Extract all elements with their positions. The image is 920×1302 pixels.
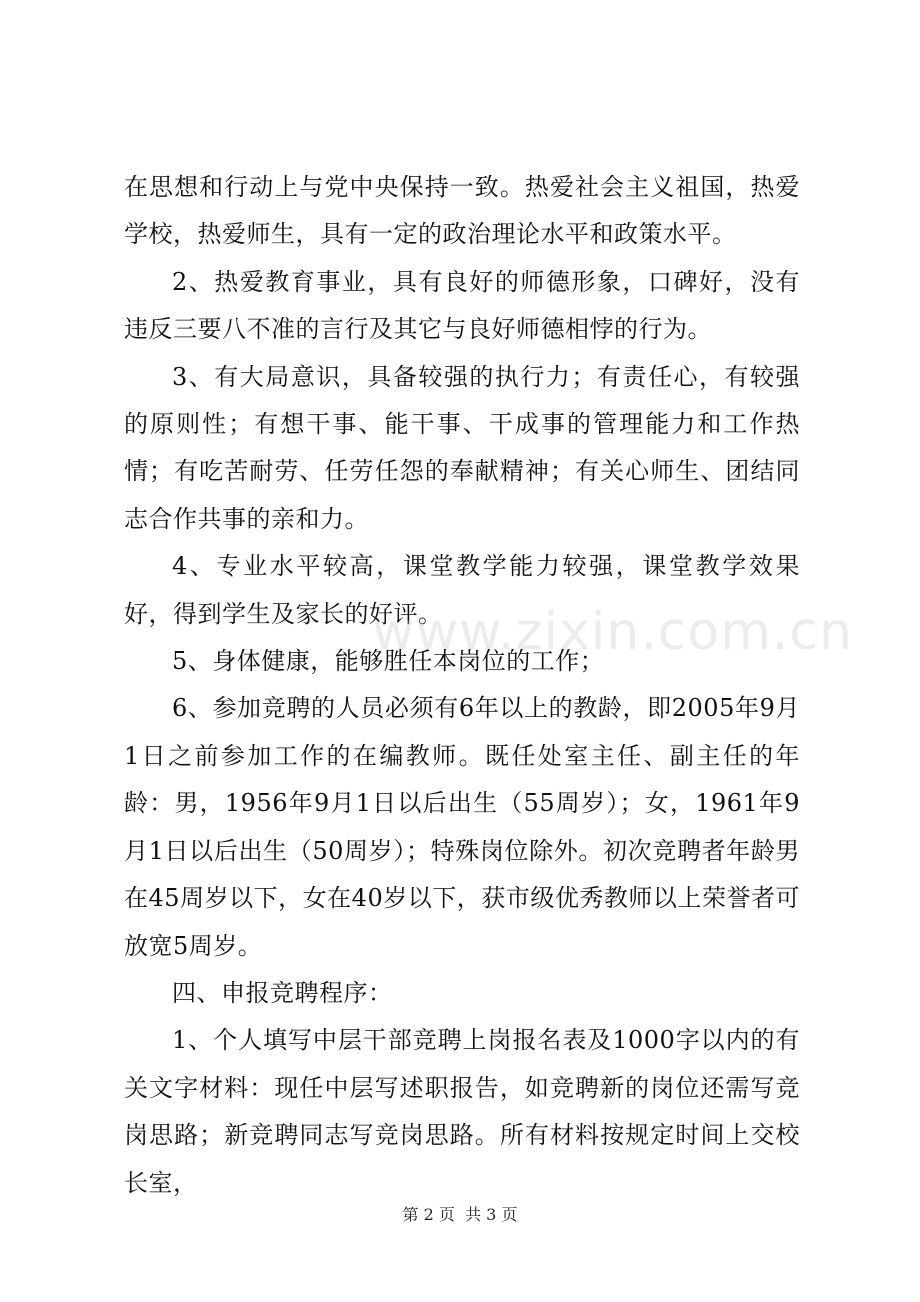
paragraph-6: 6、参加竞聘的人员必须有6年以上的教龄，即2005年9月1日之前参加工作的在编教师。既任处室主任、副主任的年龄：男，1956年9月1日以后出生（55周岁）；女，1961年9月1日以后出生（50周岁）；特殊岗位除外。初次竞聘者年龄男在45周岁以下，女在40岁以下，获市级优秀教师以上荣誉者可放宽5周岁。 <box>124 694 800 960</box>
paragraph-3: 3、有大局意识，具备较强的执行力；有责任心，有较强的原则性；有想干事、能干事、干成事的管理能力和工作热情；有吃苦耐劳、任劳任怨的奉献精神；有关心师生、团结同志合作共事的亲和力。 <box>124 362 800 533</box>
document-body <box>124 164 800 1207</box>
paragraph-4: 4、专业水平较高，课堂教学能力较强，课堂教学效果好，得到学生及家长的好评。 <box>124 552 800 628</box>
paragraph-5: 5、身体健康，能够胜任本岗位的工作； <box>172 647 605 676</box>
section-heading: 四、申报竞聘程序： <box>172 978 393 1007</box>
paragraph-1: 在思想和行动上与党中央保持一致。热爱社会主义祖国，热爱学校，热爱师生，具有一定的政治理论水平和政策水平。 <box>124 173 800 249</box>
watermark: www.zixin.com.cn <box>372 602 853 662</box>
paragraph-2: 2、热爱教育事业，具有良好的师德形象，口碑好，没有违反三要八不准的言行及其它与良好师德相悖的行为。 <box>124 267 800 344</box>
paragraph-7: 1、个人填写中层干部竞聘上岗报名表及1000字以内的有关文字材料：现任中层写述职报告，如竞聘新的岗位还需写竞岗思路；新竞聘同志写竞岗思路。所有材料按规定时间上交校长室， <box>124 1026 800 1197</box>
page-footer: 第 2 页 共 3 页 <box>402 1205 518 1224</box>
